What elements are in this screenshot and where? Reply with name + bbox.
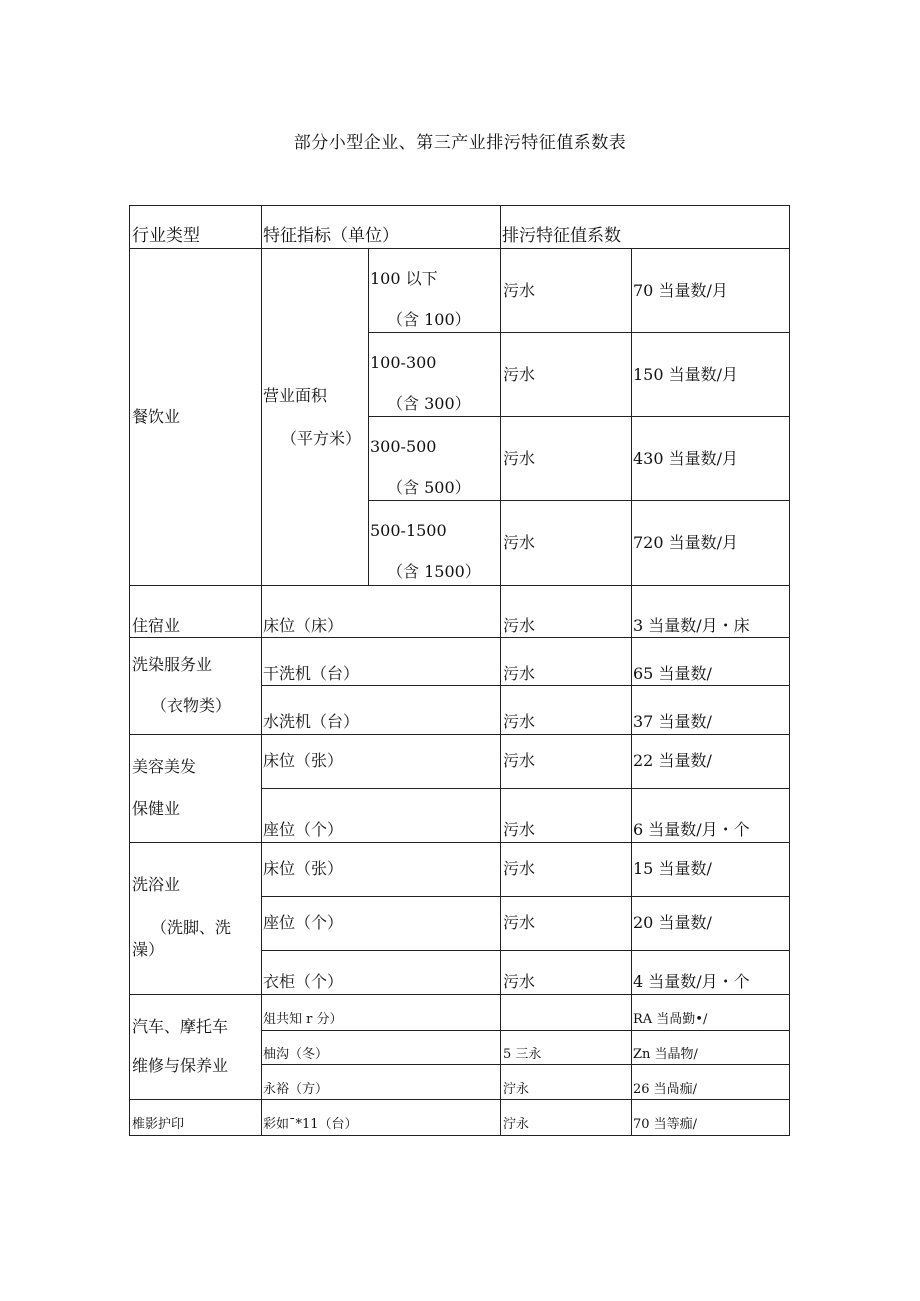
row-divider: [261, 950, 790, 951]
coefficient-value: 720 当量数/月: [633, 533, 739, 552]
pollutant: 污水: [503, 664, 536, 683]
table-border-left: [129, 205, 130, 1136]
bath-indicator: 座位（个）: [263, 913, 344, 932]
area-range: 100-300: [370, 353, 437, 372]
catering-industry: 餐饮业: [132, 407, 181, 426]
coefficient-value: 6 当量数/月・个: [633, 820, 750, 839]
pollutant: 污水: [503, 751, 536, 770]
coefficient-value: 26 当咼痂/: [633, 1082, 698, 1097]
area-range-note: （含 1500）: [387, 562, 481, 581]
row-divider: [368, 500, 790, 501]
pollutant: 泞永: [503, 1117, 530, 1132]
catering-indicator-unit: （平方米）: [281, 429, 362, 448]
row-divider: [129, 637, 790, 638]
lodging-indicator: 床位（床）: [263, 616, 344, 635]
pollutant: 污水: [503, 820, 536, 839]
row-divider: [129, 734, 790, 735]
row-divider: [261, 1064, 790, 1065]
document-title: 部分小型企业、第三产业排污特征值系数表: [293, 133, 627, 153]
coefficient-value: 150 当量数/月: [633, 365, 739, 384]
row-divider: [368, 332, 790, 333]
bath-indicator: 床位（张）: [263, 859, 344, 878]
bath-indicator: 衣柜（个）: [263, 972, 344, 991]
header-industry: 行业类型: [132, 226, 200, 246]
pollutant: 泞永: [503, 1082, 530, 1097]
beauty-industry-line2: 保健业: [132, 799, 181, 818]
laundry-indicator: 水洗机（台）: [263, 712, 360, 731]
row-divider: [129, 248, 790, 249]
auto-indicator: 永裕（方）: [263, 1082, 329, 1097]
pollutant: 污水: [503, 616, 536, 635]
coefficient-value: 4 当量数/月・个: [633, 972, 750, 991]
row-divider: [129, 842, 790, 843]
table-border-top: [129, 205, 790, 206]
pollutant: 污水: [503, 972, 536, 991]
row-divider: [261, 685, 790, 686]
column-divider: [631, 248, 632, 1136]
bath-industry: 洗浴业: [132, 875, 181, 894]
row-divider: [261, 788, 790, 789]
column-divider: [500, 205, 501, 1136]
coefficient-value: 20 当量数/: [633, 913, 712, 932]
pollutant: 污水: [503, 281, 536, 300]
area-range: 500-1500: [370, 521, 447, 540]
header-coefficient: 排污特征值系数: [502, 226, 621, 246]
table-border-bottom: [129, 1135, 790, 1136]
emission-coefficient-table: [129, 205, 790, 1136]
area-range: 300-500: [370, 437, 437, 456]
coefficient-value: 70 当量数/月: [633, 281, 728, 300]
beauty-industry: 美容美发: [132, 757, 197, 776]
row-divider: [129, 585, 790, 586]
coefficient-value: 65 当量数/: [633, 664, 712, 683]
coefficient-value: 22 当量数/: [633, 751, 712, 770]
auto-indicator: 柚沟（冬）: [263, 1047, 329, 1062]
column-divider: [261, 205, 262, 1136]
beauty-indicator: 座位（个）: [263, 820, 344, 839]
pollutant: 污水: [503, 365, 536, 384]
coefficient-value: 70 当等痂/: [633, 1117, 698, 1132]
laundry-industry-note: （衣物类）: [151, 696, 232, 715]
pollutant: 污水: [503, 913, 536, 932]
row-divider: [368, 416, 790, 417]
bath-industry-note: （洗脚、洗: [151, 918, 232, 937]
table-border-right: [789, 205, 790, 1136]
area-range: 100 以下: [370, 269, 438, 288]
coefficient-value: 430 当量数/月: [633, 449, 739, 468]
auto-indicator: 俎共知 r 分）: [263, 1012, 343, 1027]
coefficient-value: 3 当量数/月・床: [633, 616, 750, 635]
area-range-note: （含 500）: [387, 478, 471, 497]
auto-industry-line2: 维修与保养业: [132, 1056, 229, 1075]
bath-industry-note-end: 澡）: [132, 940, 165, 959]
row-divider: [129, 1099, 790, 1100]
area-range-note: （含 100）: [387, 310, 471, 329]
print-industry: 椎影护印: [132, 1117, 185, 1132]
coefficient-value: Zn 当晶物/: [633, 1047, 698, 1062]
header-indicator: 特征指标（单位）: [263, 226, 399, 246]
print-indicator: 彩如ˉ*11（台）: [263, 1117, 358, 1132]
coefficient-value: 15 当量数/: [633, 859, 712, 878]
row-divider: [129, 994, 790, 995]
auto-industry: 汽车、摩托车: [132, 1017, 229, 1036]
beauty-indicator: 床位（张）: [263, 751, 344, 770]
pollutant: 污水: [503, 449, 536, 468]
laundry-industry: 洗染服务业: [132, 655, 213, 674]
area-range-note: （含 300）: [387, 394, 471, 413]
pollutant: 污水: [503, 859, 536, 878]
coefficient-value: 37 当量数/: [633, 712, 712, 731]
pollutant: 5 三永: [503, 1047, 542, 1062]
lodging-industry: 住宿业: [132, 616, 181, 635]
catering-indicator: 营业面积: [263, 386, 328, 405]
row-divider: [261, 1030, 790, 1031]
pollutant: 污水: [503, 533, 536, 552]
coefficient-value: RA 当咼勤•/: [633, 1012, 708, 1027]
laundry-indicator: 干洗机（台）: [263, 664, 360, 683]
row-divider: [261, 896, 790, 897]
pollutant: 污水: [503, 712, 536, 731]
